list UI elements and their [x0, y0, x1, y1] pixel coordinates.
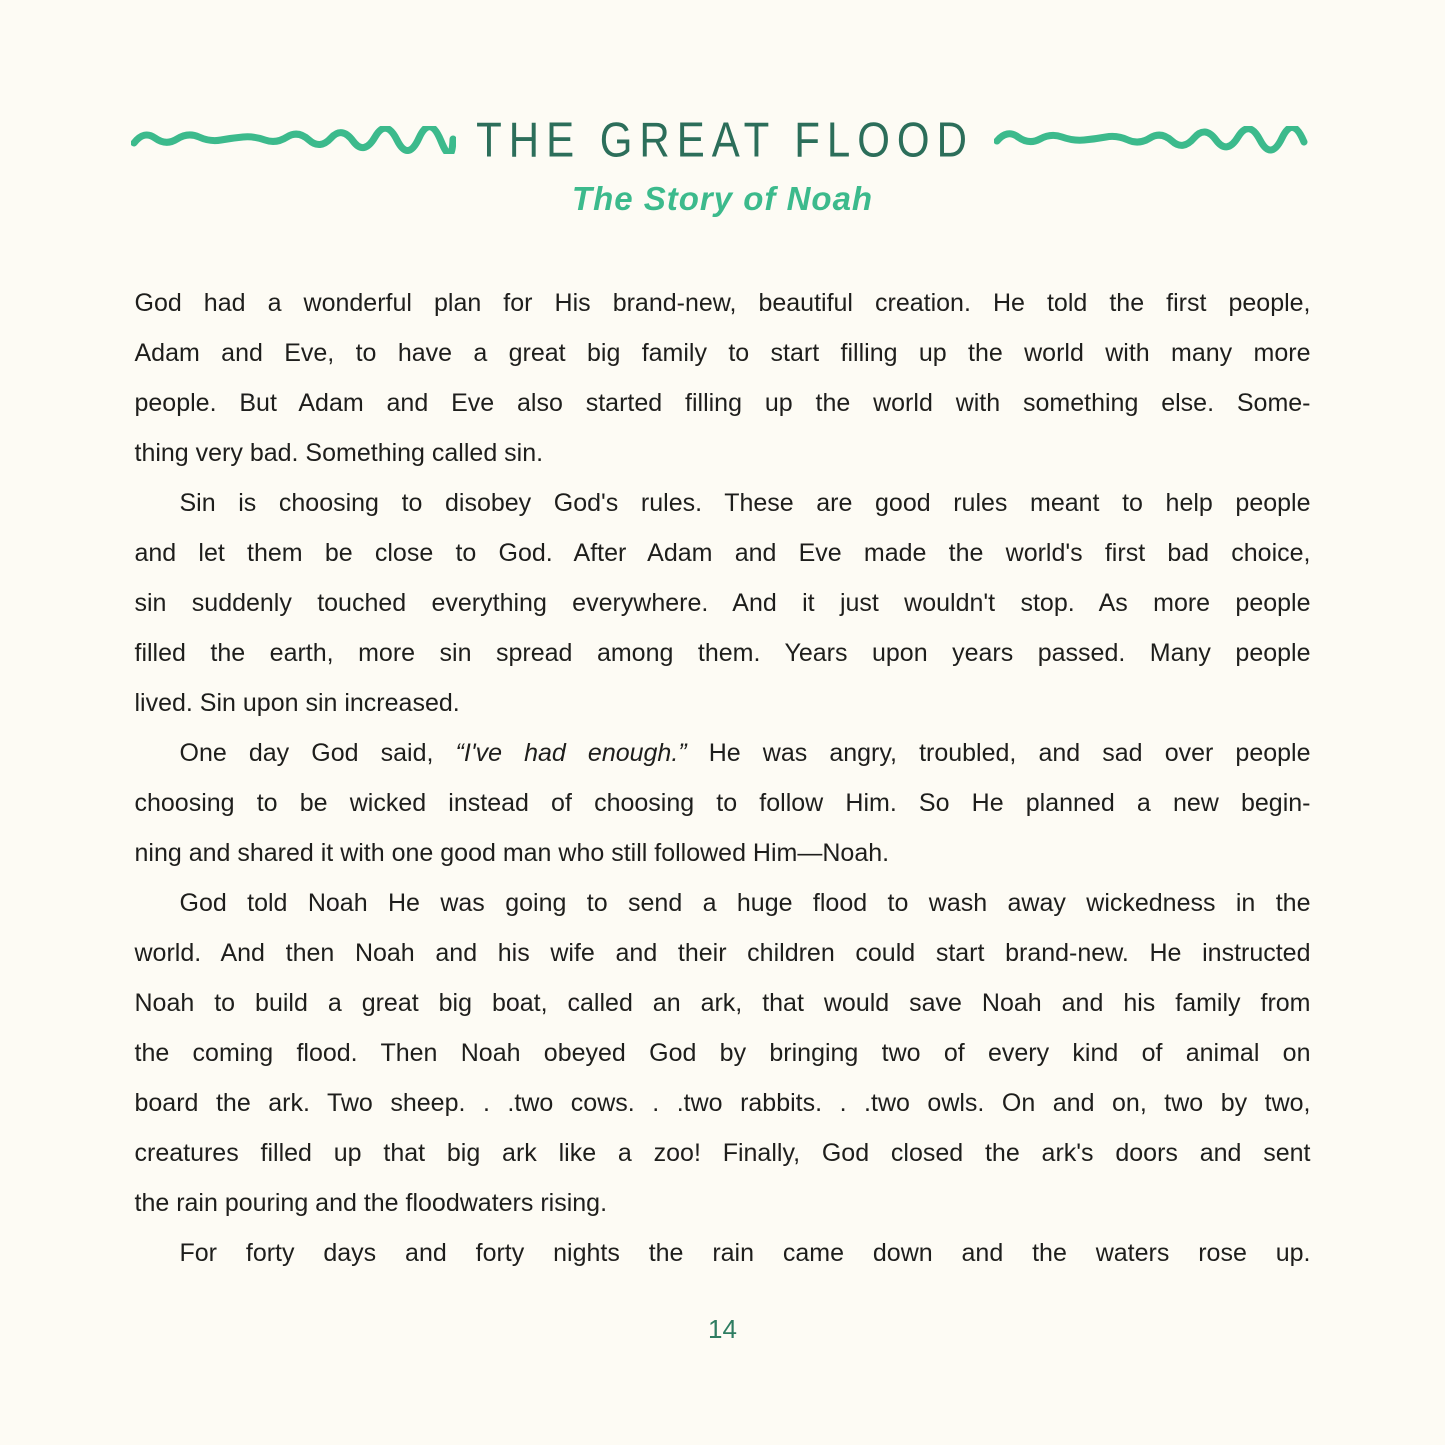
text-line [135, 978, 1311, 1028]
text-run: Sin is choosing to disobey God's rules. These are good rules meant to help people [179, 489, 1311, 517]
chapter-header [0, 111, 1445, 218]
text-line [135, 278, 1311, 328]
text-run: One day God said, [179, 739, 456, 767]
text-line [135, 1178, 1311, 1228]
text-run: lived. Sin upon sin increased. [134, 689, 460, 717]
text-run: ning and shared it with one good man who still followed Him—Noah. [134, 839, 890, 867]
body-text [135, 278, 1311, 1278]
text-line [135, 478, 1311, 528]
text-line [135, 1228, 1311, 1278]
text-line [135, 578, 1311, 628]
text-line [135, 1078, 1311, 1128]
text-line [135, 328, 1311, 378]
text-line [135, 828, 1311, 878]
text-run: the coming flood. Then Noah obeyed God by bringing two of every kind of animal on [134, 1039, 1311, 1067]
text-line [135, 878, 1311, 928]
text-run: thing very bad. Something called sin. [134, 439, 544, 467]
text-run: people. But Adam and Eve also started filling up the world with something else. Some- [134, 389, 1311, 417]
chapter-subtitle: The Story of Noah [571, 180, 874, 217]
text-run: God told Noah He was going to send a huge flood to wash away wickedness in the [179, 889, 1311, 917]
squiggle-right-decoration [994, 126, 1314, 154]
text-run: Adam and Eve, to have a great big family to start filling up the world with many more [134, 339, 1311, 367]
text-line [135, 728, 1311, 778]
text-line [135, 678, 1311, 728]
text-run: board the ark. Two sheep. . .two cows. . .two rabbits. . .two owls. On and on, two by two, [134, 1089, 1311, 1117]
text-line [135, 528, 1311, 578]
text-run: choosing to be wicked instead of choosing to follow Him. So He planned a new begin- [134, 789, 1311, 817]
text-line [135, 1028, 1311, 1078]
text-line [135, 378, 1311, 428]
text-run: For forty days and forty nights the rain came down and the waters rose up. [179, 1239, 1311, 1267]
text-run: and let them be close to God. After Adam and Eve made the world's first bad choice, [134, 539, 1311, 567]
text-run: Noah to build a great big boat, called an ark, that would save Noah and his family from [134, 989, 1311, 1017]
text-run: the rain pouring and the floodwaters rising. [134, 1189, 608, 1217]
text-line [135, 628, 1311, 678]
text-run: filled the earth, more sin spread among them. Years upon years passed. Many people [134, 639, 1311, 667]
italic-quote: “I've had enough.” [455, 739, 687, 767]
title-row [0, 111, 1445, 168]
text-line [135, 778, 1311, 828]
text-line [135, 428, 1311, 478]
page-number: 14 [708, 1314, 737, 1344]
text-run: world. And then Noah and his wife and their children could start brand-new. He instructed [134, 939, 1311, 967]
chapter-title: THE GREAT FLOOD [476, 111, 974, 168]
page-footer [0, 1314, 1445, 1345]
text-run: creatures filled up that big ark like a zoo! Finally, God closed the ark's doors and sent [134, 1139, 1311, 1167]
squiggle-left-decoration [131, 126, 456, 154]
text-run: God had a wonderful plan for His brand-new, beautiful creation. He told the first people, [134, 289, 1311, 317]
text-run: He was angry, troubled, and sad over people [686, 739, 1311, 767]
text-line [135, 1128, 1311, 1178]
text-line [135, 928, 1311, 978]
text-run: sin suddenly touched everything everywhere. And it just wouldn't stop. As more people [134, 589, 1311, 617]
